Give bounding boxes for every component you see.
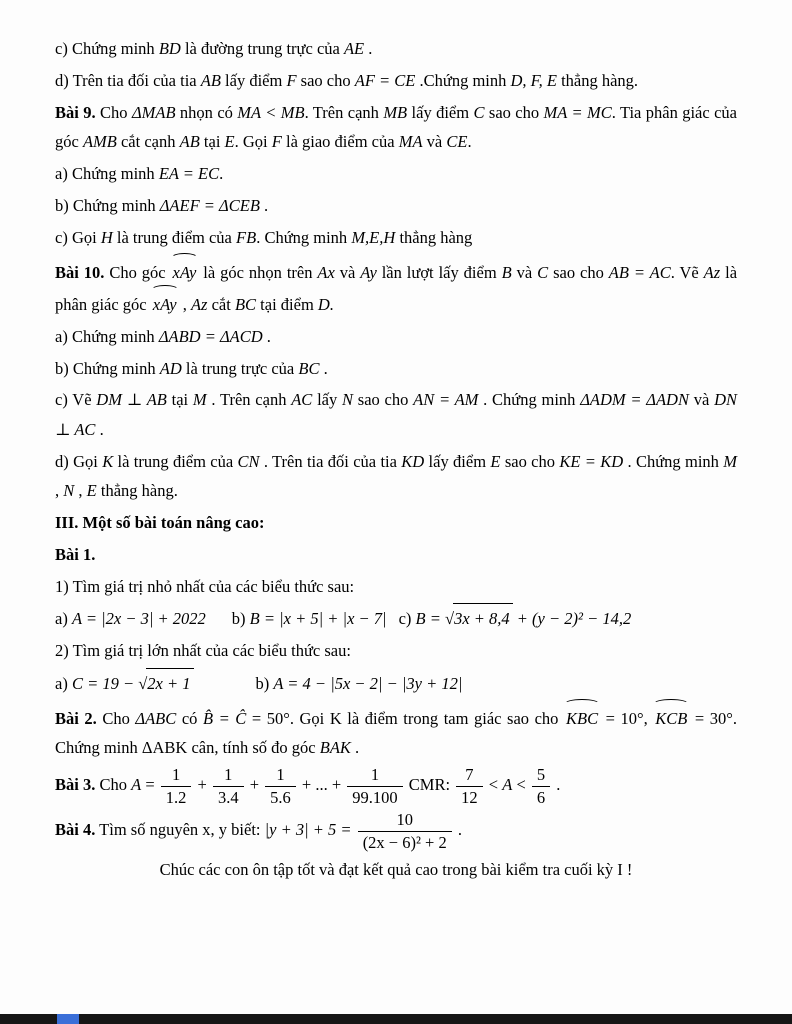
math-text: H <box>100 227 113 247</box>
math-text: FB <box>236 227 257 247</box>
math-text: A <box>502 775 513 795</box>
fraction-numerator: 1 <box>265 765 296 787</box>
text-run: tại <box>166 390 193 410</box>
fraction-denominator: 1.2 <box>165 788 187 808</box>
text-run: , <box>74 481 87 501</box>
bai1-part1-label <box>55 572 737 601</box>
text-run: , <box>55 481 64 501</box>
text-run: b) Chứng minh <box>55 195 160 215</box>
math-text: K <box>102 451 114 471</box>
math-text: C <box>473 102 485 122</box>
math-text: E <box>490 451 501 471</box>
bai1-part2-expressions <box>55 668 737 698</box>
math-text: M <box>723 451 738 471</box>
bai9-item-b <box>55 191 737 220</box>
math-text: AC <box>291 390 313 410</box>
math-text: AD <box>159 358 182 378</box>
fraction-denominator: 6 <box>536 788 546 808</box>
text-run: là đường trung trực của <box>180 39 344 58</box>
text-run: a) <box>55 609 72 629</box>
text-run: + <box>193 775 211 795</box>
math-text: N <box>63 481 75 501</box>
bold-text: Bài 3. <box>55 775 96 795</box>
math-text: MB <box>383 102 408 122</box>
fraction <box>265 765 296 808</box>
text-run: . Gọi <box>234 132 272 152</box>
text-run: d) Trên tia đối của tia <box>55 70 201 90</box>
text-run: tại điểm <box>256 294 318 314</box>
text-run: . <box>467 132 472 152</box>
math-text: ΔMAB <box>131 102 176 122</box>
math-text: Az <box>703 262 721 282</box>
text-run: . <box>364 39 373 58</box>
text-run: . Chứng minh <box>256 227 352 247</box>
fraction-numerator: 1 <box>347 765 402 787</box>
text-run: và <box>422 132 447 152</box>
text-run: . Vẽ <box>670 262 704 282</box>
text-run: và <box>688 390 715 410</box>
text-run: là phân giác góc <box>55 262 738 314</box>
text-run: . <box>319 358 328 378</box>
square-root <box>138 668 193 698</box>
text-run: , <box>178 294 191 314</box>
text-run: + <box>245 775 264 795</box>
text-run: Cho <box>95 102 132 122</box>
section-iii-heading <box>55 508 737 537</box>
text-run: thẳng hàng <box>395 227 473 247</box>
math-text: BAK <box>319 738 351 758</box>
math-text: + (y − 2)² − 14,2 <box>512 609 632 629</box>
math-text: B̂ = Ĉ <box>202 709 247 729</box>
spacer <box>387 623 399 624</box>
bai1-part2-label <box>55 636 737 665</box>
bold-text: Bài 4. <box>55 820 96 840</box>
math-text: A = |2x − 3| + 2022 <box>71 609 206 629</box>
bai3-paragraph <box>55 765 737 808</box>
text-run: b) <box>255 674 274 694</box>
math-text: F <box>271 132 282 152</box>
spacer <box>194 688 256 689</box>
math-text: MA = MC <box>543 102 612 122</box>
angle-arc-text: xAy <box>171 255 199 287</box>
text-run: < <box>512 775 530 795</box>
text-run: 1) Tìm giá trị nhỏ nhất của các biểu thức sau: <box>55 576 355 596</box>
math-text: C <box>537 262 549 282</box>
math-text: AB <box>179 132 200 152</box>
square-root <box>445 603 513 633</box>
radicand: 3x + 8,4 <box>453 603 513 633</box>
bai1-heading <box>55 540 737 569</box>
radical-sign-icon: √ <box>445 609 455 629</box>
math-text: M <box>192 390 207 410</box>
math-text: Ay <box>360 262 377 282</box>
math-text: CN <box>237 451 260 471</box>
math-text: AMB <box>82 132 117 152</box>
text-run: + ... + <box>297 775 346 795</box>
angle-arc-text: xAy <box>151 287 179 319</box>
fraction <box>456 765 483 808</box>
math-text: |y + 3| + 5 = <box>264 820 356 840</box>
bai10-item-c <box>55 385 737 444</box>
math-text: CE <box>446 132 468 152</box>
text-run: a) Chứng minh <box>55 326 159 346</box>
text-run: . <box>350 738 360 758</box>
fraction <box>213 765 244 808</box>
text-run: = 50°. Gọi K là điểm trong tam giác sao cho <box>246 709 564 729</box>
math-text: BC <box>298 358 320 378</box>
text-run: lấy điểm <box>220 70 287 90</box>
math-text: ΔADM = ΔADN <box>580 390 689 410</box>
text-run: Cho góc <box>104 262 171 282</box>
text-run: là giao điểm của <box>281 132 399 152</box>
text-run: . <box>259 195 269 215</box>
bai10-item-d <box>55 447 737 506</box>
fraction-numerator: 7 <box>456 765 483 787</box>
math-text: A = 4 − |5x − 2| − |3y + 12| <box>273 674 463 694</box>
text-run: là trung trực của <box>181 358 299 378</box>
bold-text: Bài 1. <box>55 544 96 564</box>
text-run: và <box>511 262 538 282</box>
text-run: . <box>219 163 224 183</box>
fraction-denominator: 3.4 <box>217 788 239 808</box>
text-run: và <box>334 262 361 282</box>
prev-item-d <box>55 66 737 95</box>
radical-sign-icon: √ <box>138 674 148 694</box>
radicand: 2x + 1 <box>146 668 193 698</box>
text-run: c) Gọi <box>55 227 101 247</box>
bottom-bar-accent <box>57 1014 79 1024</box>
math-text: KE = KD <box>559 451 624 471</box>
text-run: sao cho <box>500 451 560 471</box>
fraction-denominator: 99.100 <box>352 788 398 808</box>
math-text: N <box>342 390 354 410</box>
text-run: sao cho <box>484 102 544 122</box>
text-run: c) <box>398 609 416 629</box>
text-run: nhọn có <box>175 102 238 122</box>
math-text: ΔABC <box>135 709 177 729</box>
text-run: = <box>141 775 159 795</box>
cropped-bottom-bar <box>0 1014 792 1024</box>
text-run: = 10°, <box>600 709 654 729</box>
text-run: CMR: <box>404 775 455 795</box>
text-run: sao cho <box>353 390 414 410</box>
fraction-numerator: 1 <box>213 765 244 787</box>
math-text: M,E,H <box>351 227 396 247</box>
math-text: BD <box>158 39 181 58</box>
bai2-paragraph <box>55 701 737 763</box>
math-text: ΔAEF = ΔCEB <box>159 195 260 215</box>
math-text: D, F, E <box>510 70 557 90</box>
bai9-item-c <box>55 223 737 252</box>
bai10-item-b <box>55 354 737 383</box>
bai9-intro <box>55 98 737 157</box>
fraction-denominator: (2x − 6)² + 2 <box>362 833 447 853</box>
text-run: . Tia phân giác của góc <box>55 102 737 152</box>
text-run: . <box>95 419 104 439</box>
text-run: cắt <box>207 294 235 314</box>
math-text: AE <box>343 39 365 58</box>
text-run: tại <box>199 132 225 152</box>
text-run: b) <box>231 609 250 629</box>
text-run: là trung điểm của <box>113 451 238 471</box>
math-text: ΔABD = ΔACD <box>158 326 263 346</box>
fraction <box>358 810 452 853</box>
math-text: AB <box>200 70 221 90</box>
fraction <box>161 765 192 808</box>
text-run: Cho <box>96 709 136 729</box>
text-run: lần lượt lấy điểm <box>376 262 502 282</box>
text-run: . Trên cạnh <box>206 390 292 410</box>
bold-text: III. Một số bài toán nâng cao: <box>55 512 265 532</box>
fraction-numerator: 1 <box>161 765 192 787</box>
math-text: E <box>224 132 235 152</box>
fraction <box>532 765 550 808</box>
math-text: Az <box>190 294 208 314</box>
text-run: thẳng hàng. <box>556 70 639 90</box>
closing-message: Chúc các con ôn tập tốt và đạt kết quả cao trong bài kiểm tra cuối kỳ I ! <box>159 860 633 880</box>
text-run: .Chứng minh <box>415 70 511 90</box>
bai10-item-a <box>55 322 737 351</box>
text-run: b) Chứng minh <box>55 358 160 378</box>
text-run: c) Chứng minh <box>55 39 159 58</box>
text-run: . <box>552 775 561 795</box>
bai9-item-a <box>55 159 737 188</box>
text-run: có <box>176 709 203 729</box>
math-text: EA = EC <box>158 163 220 183</box>
math-text: A <box>131 775 142 795</box>
fraction <box>347 765 402 808</box>
math-text: F <box>286 70 297 90</box>
math-text: MA < MB <box>237 102 305 122</box>
math-text: B = <box>415 609 446 629</box>
text-run: . <box>262 326 271 346</box>
text-run: < <box>484 775 503 795</box>
text-run: d) Gọi <box>55 451 103 471</box>
math-text: AN = AM <box>413 390 479 410</box>
text-run: c) Vẽ <box>55 390 97 410</box>
text-run: là góc nhọn trên <box>198 262 318 282</box>
text-run: . Chứng minh <box>478 390 581 410</box>
math-text: MA <box>398 132 423 152</box>
text-run: Cho <box>95 775 132 795</box>
bold-text: Bài 2. <box>55 709 97 729</box>
math-text: E <box>86 481 97 501</box>
text-run: lấy <box>312 390 342 410</box>
text-run: a) Chứng minh <box>55 163 159 183</box>
text-run: . Trên tia đối của tia <box>259 451 402 471</box>
text-run: 2) Tìm giá trị lớn nhất của các biểu thức sau: <box>55 641 351 661</box>
text-run: thẳng hàng. <box>96 481 178 501</box>
text-run: a) <box>55 674 72 694</box>
math-text: KD <box>401 451 425 471</box>
text-run: . Chứng minh <box>623 451 724 471</box>
angle-arc-text: KBC <box>564 701 600 733</box>
fraction-numerator: 5 <box>532 765 550 787</box>
math-text: B <box>501 262 512 282</box>
math-text: B = |x + 5| + |x − 7| <box>249 609 387 629</box>
text-run: sao cho <box>296 70 355 90</box>
prev-item-c <box>55 34 737 63</box>
angle-arc-text: KCB <box>653 701 689 733</box>
bold-text: Bài 9. <box>55 102 96 122</box>
math-text: DN ⊥ AC <box>55 390 737 439</box>
math-text: C = 19 − <box>71 674 139 694</box>
fraction-denominator: 5.6 <box>270 788 291 808</box>
text-run: lấy điểm <box>407 102 474 122</box>
bai10-intro <box>55 255 737 320</box>
text-run: là trung điểm của <box>112 227 237 247</box>
fraction-denominator: 12 <box>461 788 478 808</box>
text-run: sao cho <box>548 262 609 282</box>
bold-text: Bài 10. <box>55 262 105 282</box>
text-run: . <box>453 820 462 840</box>
text-run: lấy điểm <box>424 451 491 471</box>
text-run: . Trên cạnh <box>304 102 384 122</box>
text-run: cắt cạnh <box>116 132 180 152</box>
math-text: D. <box>317 294 334 314</box>
math-text: DM ⊥ AB <box>96 390 167 410</box>
spacer <box>206 623 232 624</box>
bai4-paragraph <box>55 810 737 853</box>
math-text: BC <box>234 294 257 314</box>
text-run: = 30°. Chứng minh ΔABK cân, tính số đo góc <box>55 709 738 758</box>
text-run: Tìm số nguyên x, y biết: <box>95 820 265 840</box>
math-text: AF = CE <box>354 70 416 90</box>
bai1-part1-expressions <box>55 603 737 633</box>
math-text: Ax <box>317 262 335 282</box>
math-text: AB = AC <box>608 262 671 282</box>
fraction-numerator: 10 <box>358 810 452 832</box>
